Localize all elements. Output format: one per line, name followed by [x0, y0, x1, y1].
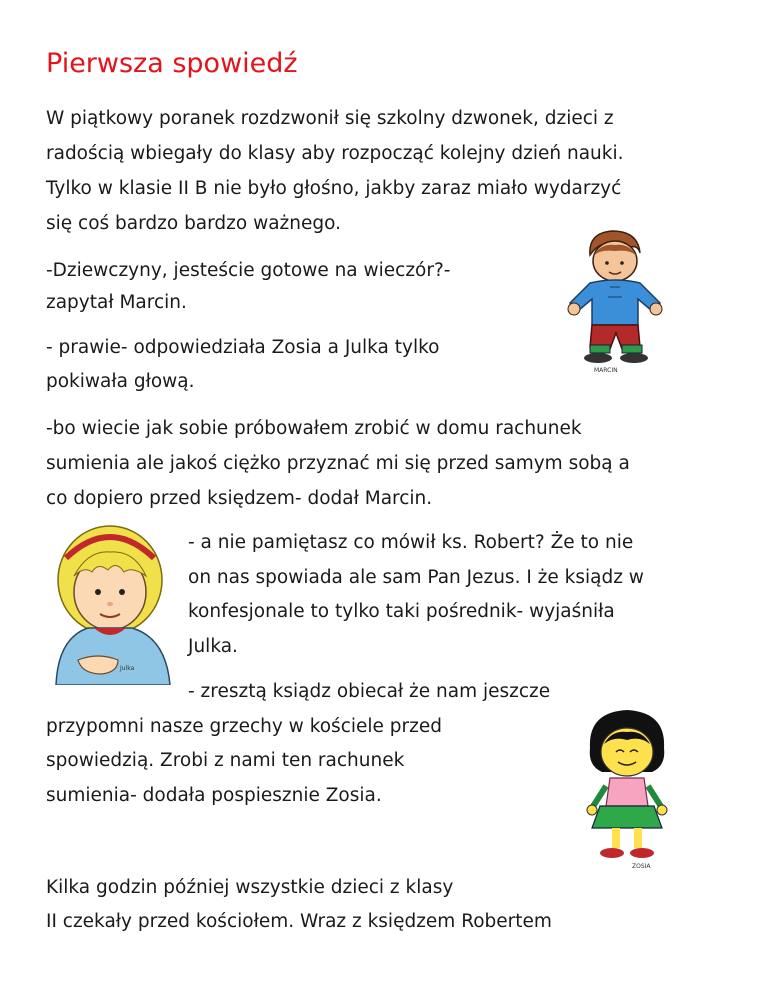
illustration-caption: MARCIN: [594, 367, 618, 374]
text-line: radością wbiegały do klasy aby rozpocząć kolejny dzień nauki.: [46, 143, 624, 164]
illustration-caption: ZOSIA: [632, 863, 651, 870]
text-line: Tylko w klasie II B nie było głośno, jakby zaraz miało wydarzyć: [46, 178, 622, 199]
text-line: -Dziewczyny, jesteście gotowe na wieczór?-: [46, 260, 451, 281]
page-title: Pierwsza spowiedź: [46, 48, 298, 79]
boy-cartoon-icon: [560, 225, 675, 375]
text-line: II czekały przed kościołem. Wraz z księdzem Robertem: [46, 911, 552, 932]
text-line: on nas spowiada ale sam Pan Jezus. I że ksiądz w: [188, 567, 644, 588]
text-line: konfesjonale to tylko taki pośrednik- wyjaśniła: [188, 601, 615, 622]
text-line: Kilka godzin później wszystkie dzieci z klasy: [46, 877, 454, 898]
text-line: spowiedzią. Zrobi z nami ten rachunek: [46, 750, 405, 771]
text-line: -bo wiecie jak sobie próbowałem zrobić w domu rachunek: [46, 418, 582, 439]
text-line: - a nie pamiętasz co mówił ks. Robert? Że to nie: [188, 532, 634, 553]
text-line: - zresztą ksiądz obiecał że nam jeszcze: [188, 681, 551, 702]
text-line: W piątkowy poranek rozdzwonił się szkolny dzwonek, dzieci z: [46, 108, 614, 129]
text-line: pokiwała głową.: [46, 371, 195, 392]
text-line: sumienia- dodała pospiesznie Zosia.: [46, 785, 382, 806]
text-line: - prawie- odpowiedziała Zosia a Julka tylko: [46, 337, 440, 358]
text-line: sumienia ale jakoś ciężko przyznać mi się przed samym sobą a: [46, 453, 630, 474]
text-line: się coś bardzo bardzo ważnego.: [46, 213, 341, 234]
text-line: zapytał Marcin.: [46, 292, 187, 313]
text-line: Julka.: [188, 636, 238, 657]
dark-hair-girl-cartoon-icon: [582, 708, 672, 873]
blonde-girl-cartoon-icon: [48, 520, 178, 685]
text-line: co dopiero przed księdzem- dodał Marcin.: [46, 488, 433, 509]
illustration-caption: Julka: [120, 665, 135, 672]
text-line: przypomni nasze grzechy w kościele przed: [46, 716, 442, 737]
